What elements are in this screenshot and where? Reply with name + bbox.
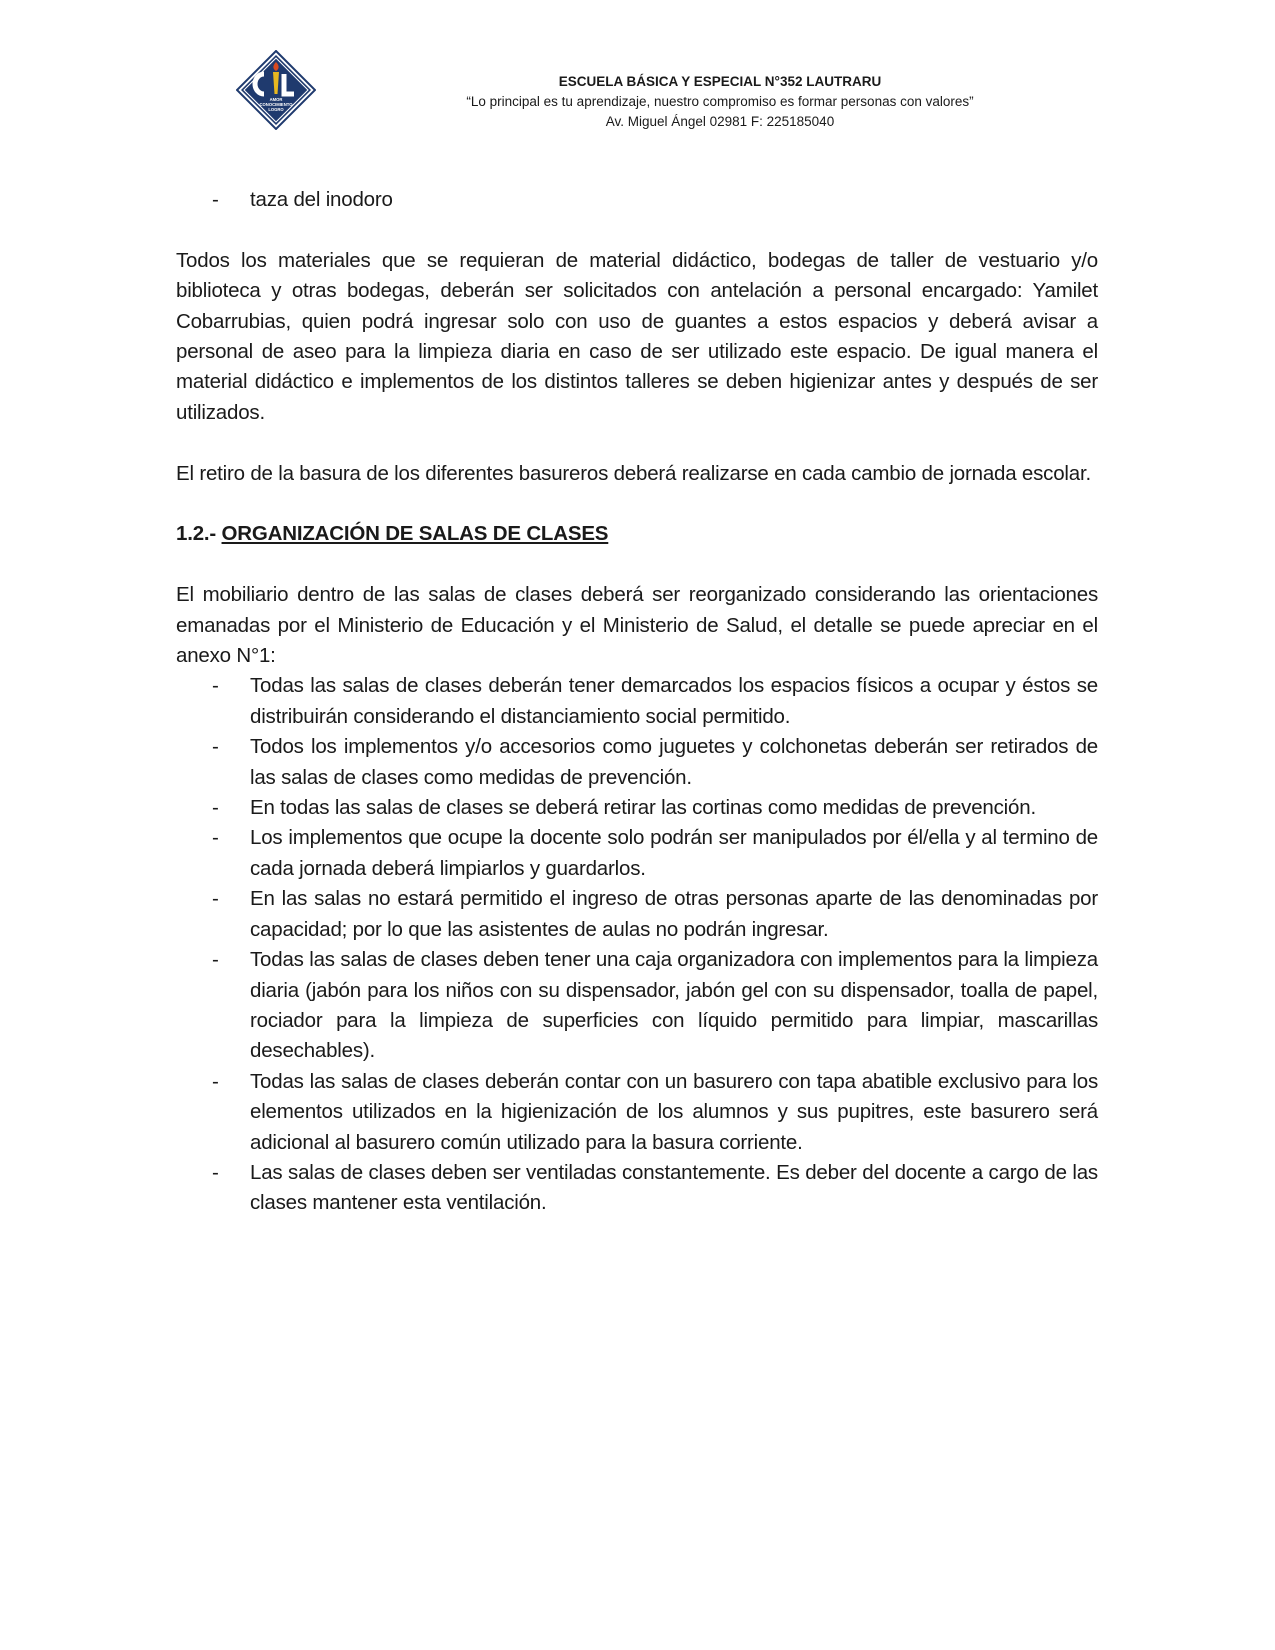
section-heading <box>176 519 1098 549</box>
bullet-dash: - <box>212 948 219 972</box>
school-motto: “Lo principal es tu aprendizaje, nuestro compromiso es formar personas con valores” <box>466 94 974 109</box>
list-item <box>176 945 1098 1067</box>
list-item <box>176 793 1098 823</box>
classroom-rules-list <box>176 671 1098 1218</box>
list-item <box>176 884 1098 945</box>
svg-text:LOGRO: LOGRO <box>268 107 284 112</box>
list-item <box>176 185 1098 215</box>
bullet-text: Todos los implementos y/o accesorios como juguetes y colchonetas deberán ser retirados de las salas de clases como medidas de prevención. <box>250 735 1098 789</box>
paragraph-trash: El retiro de la basura de los diferentes basureros deberá realizarse en cada cambio de jornada escolar. <box>176 461 1091 485</box>
list-item <box>176 671 1098 732</box>
document-header <box>420 72 1020 132</box>
bullet-dash: - <box>212 188 219 211</box>
svg-text:CONOCIMIENTO: CONOCIMIENTO <box>259 102 293 107</box>
bullet-text: Todas las salas de clases deberán contar con un basurero con tapa abatible exclusivo para los elementos utilizados en la higienización de los alumnos y sus pupitres, este basurero será adicional al basurero común utilizado para la basura corriente. <box>250 1069 1098 1154</box>
svg-text:AMOR: AMOR <box>269 97 283 102</box>
list-item <box>176 1067 1098 1158</box>
paragraph-materials: Todos los materiales que se requieran de material didáctico, bodegas de taller de vestuario y/o biblioteca y otras bodegas, deberán ser solicitados con antelación a personal encargado: Yamilet Cobarrubias, quien podrá ingresar solo con uso de guantes a estos espacios y deberá avisar a personal de aseo para la limpieza diaria en caso de ser utilizado este espacio. De igual manera el material didáctico e implementos de los distintos talleres se deben higienizar antes y después de ser utilizados. <box>176 248 1098 424</box>
bullet-text: En todas las salas de clases se deberá retirar las cortinas como medidas de prevención. <box>250 796 1036 820</box>
bullet-dash: - <box>212 674 219 698</box>
school-logo <box>236 50 316 130</box>
bullet-text: En las salas no estará permitido el ingreso de otras personas aparte de las denominadas por capacidad; por lo que las asistentes de aulas no podrán ingresar. <box>250 887 1098 941</box>
bullet-dash: - <box>212 735 219 759</box>
bullet-dash: - <box>212 1160 219 1184</box>
bullet-text: Todas las salas de clases deben tener una caja organizadora con implementos para la limpieza diaria (jabón para los niños con su dispensador, jabón gel con su dispensador, toalla de papel, rociador para la limpieza de superficies con líquido permitido para limpiar, mascarillas desechables). <box>250 948 1098 1063</box>
bullet-dash: - <box>212 796 219 820</box>
school-address: Av. Miguel Ángel 02981 F: 225185040 <box>605 114 835 129</box>
list-item <box>176 1158 1098 1219</box>
bullet-text: Todas las salas de clases deberán tener demarcados los espacios físicos a ocupar y éstos se distribuirán considerando el distanciamiento social permitido. <box>250 674 1098 728</box>
school-logo-emblem <box>236 50 316 130</box>
paragraph-furniture: El mobiliario dentro de las salas de clases deberá ser reorganizado considerando las orientaciones emanadas por el Ministerio de Educación y el Ministerio de Salud, el detalle se puede apreciar en el anexo N°1: <box>176 583 1098 668</box>
list-item <box>176 823 1098 884</box>
list-item <box>176 732 1098 793</box>
document-body <box>176 185 1098 1219</box>
bullet-dash: - <box>212 887 219 911</box>
bullet-text: taza del inodoro <box>250 188 393 211</box>
bullet-text: Las salas de clases deben ser ventiladas constantemente. Es deber del docente a cargo de las clases mantener esta ventilación. <box>250 1160 1098 1215</box>
section-number: 1.2.- <box>176 522 217 546</box>
bullet-dash: - <box>212 826 219 850</box>
bullet-text: Los implementos que ocupe la docente solo podrán ser manipulados por él/ella y al termino de cada jornada deberá limpiarlos y guardarlos. <box>250 826 1098 880</box>
section-title: ORGANIZACIÓN DE SALAS DE CLASES <box>221 522 609 546</box>
school-name: ESCUELA BÁSICA Y ESPECIAL N°352 LAUTRARU <box>558 74 882 89</box>
bullet-dash: - <box>212 1069 219 1093</box>
